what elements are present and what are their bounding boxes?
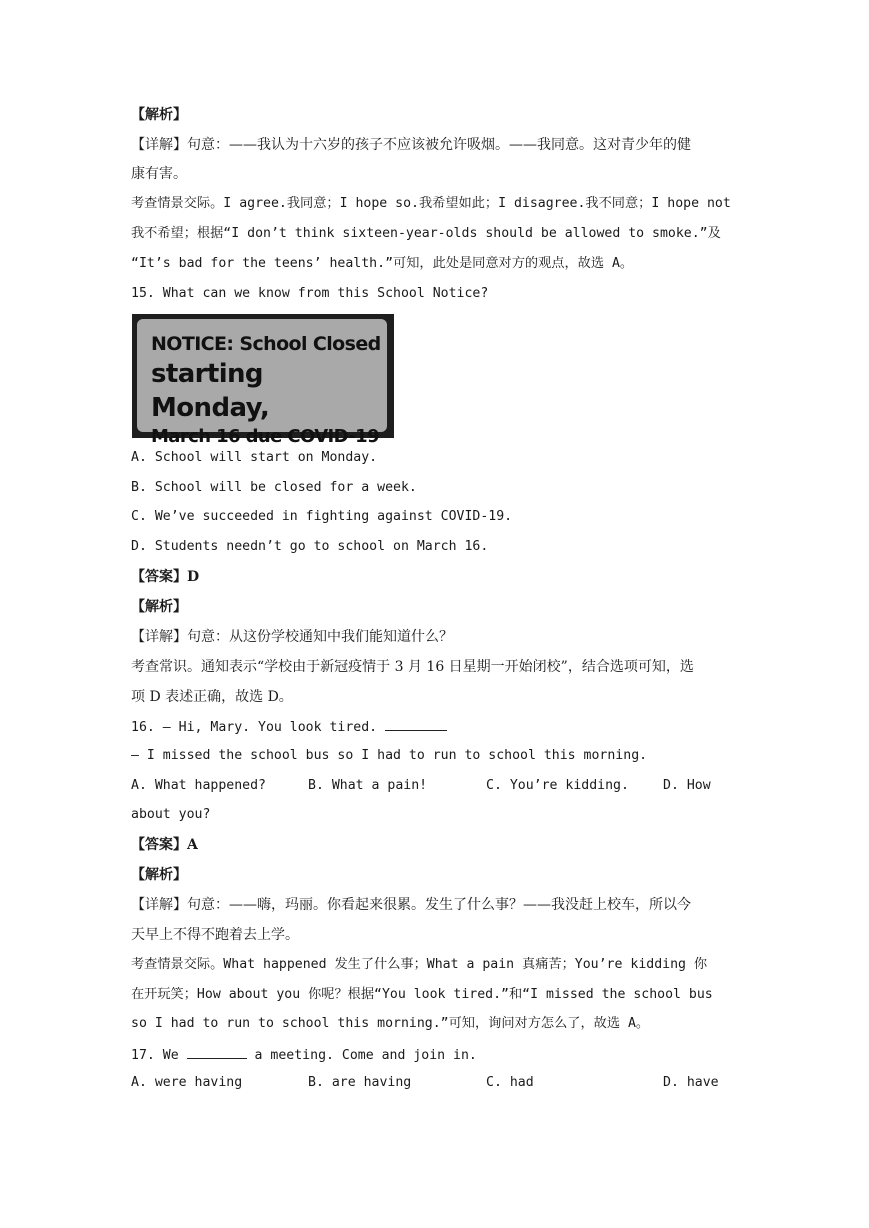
q16-detail-line-2: 天早上不得不跑着去上学。: [131, 927, 299, 943]
q16-exam-line-3: so I had to run to school this morning.”可知，询问对方怎么了，故选 A。: [131, 1016, 650, 1031]
q14-analysis-heading: 【解析】: [131, 107, 187, 123]
q14-exam-line-1: 考查情景交际。I agree.我同意；I hope so.我希望如此；I disagree.我不同意；I hope not: [131, 196, 731, 211]
q16-option-c: C. You’re kidding.: [486, 778, 629, 793]
q16-question-text: 16. — Hi, Mary. You look tired.: [131, 720, 378, 735]
q17-option-a: A. were having: [131, 1075, 243, 1090]
q14-exam-line-2: 我不希望；根据“I don’t think sixteen-year-olds should be allowed to smoke.”及: [131, 226, 721, 241]
q17-option-d: D. have: [663, 1075, 719, 1090]
school-notice-image: [132, 314, 394, 447]
q15-option-d: D. Students needn’t go to school on March 16.: [131, 539, 489, 554]
q16-exam-line-2: 在开玩笑；How about you 你呢？根据“You look tired.”和“I missed the school bus: [131, 987, 713, 1002]
q16-detail-line-1: 【详解】句意：——嗨，玛丽。你看起来很累。发生了什么事？——我没赶上校车，所以今: [131, 897, 691, 913]
q15-answer: 【答案】D: [131, 569, 200, 585]
q16-option-b: B. What a pain!: [308, 778, 428, 793]
notice-sign: [137, 319, 387, 447]
notice-line-3: March 16 due COVID-19: [151, 426, 380, 447]
q17-question: [131, 1044, 477, 1066]
q16-exam-line-1: 考查情景交际。What happened 发生了什么事；What a pain 真痛苦；You’re kidding 你: [131, 957, 708, 972]
q14-exam-line-3: “It’s bad for the teens’ health.”可知，此处是同意对方的观点，故选 A。: [131, 256, 634, 271]
q15-exam-line-1: 考查常识。通知表示“学校由于新冠疫情于 3 月 16 日星期一开始闭校”，结合选项可知，选: [131, 659, 694, 675]
q16-option-a: A. What happened?: [131, 778, 266, 793]
q15-option-c: C. We’ve succeeded in fighting against COVID-19.: [131, 509, 513, 524]
q16-question: [131, 716, 447, 738]
q15-analysis-heading: 【解析】: [131, 599, 187, 615]
q16-analysis-heading: 【解析】: [131, 867, 187, 883]
notice-line-2: starting Monday,: [151, 359, 270, 423]
q17-option-c: C. had: [486, 1075, 534, 1090]
q16-option-d: D. How: [663, 778, 711, 793]
q17-option-b: B. are having: [308, 1075, 412, 1090]
q15-detail: 【详解】句意：从这份学校通知中我们能知道什么？: [131, 629, 453, 645]
q15-exam-line-2: 项 D 表述正确，故选 D。: [131, 689, 293, 705]
q17-question-start: 17. We: [131, 1048, 179, 1063]
q17-question-end: a meeting. Come and join in.: [254, 1048, 477, 1063]
q16-reply: — I missed the school bus so I had to run to school this morning.: [131, 748, 648, 763]
q14-detail-line-2: 康有害。: [131, 166, 187, 182]
q14-detail-line-1: 【详解】句意：——我认为十六岁的孩子不应该被允许吸烟。——我同意。这对青少年的健: [131, 137, 691, 153]
q15-option-b: B. School will be closed for a week.: [131, 480, 417, 495]
q15-option-a: A. School will start on Monday.: [131, 450, 378, 465]
q16-option-d-continued: about you?: [131, 807, 211, 822]
q16-answer: 【答案】A: [131, 837, 198, 853]
q17-blank: [187, 1044, 247, 1059]
notice-line-1: NOTICE: School Closed: [151, 333, 381, 355]
q16-blank: [385, 716, 447, 731]
q15-question: 15. What can we know from this School Notice?: [131, 286, 489, 301]
